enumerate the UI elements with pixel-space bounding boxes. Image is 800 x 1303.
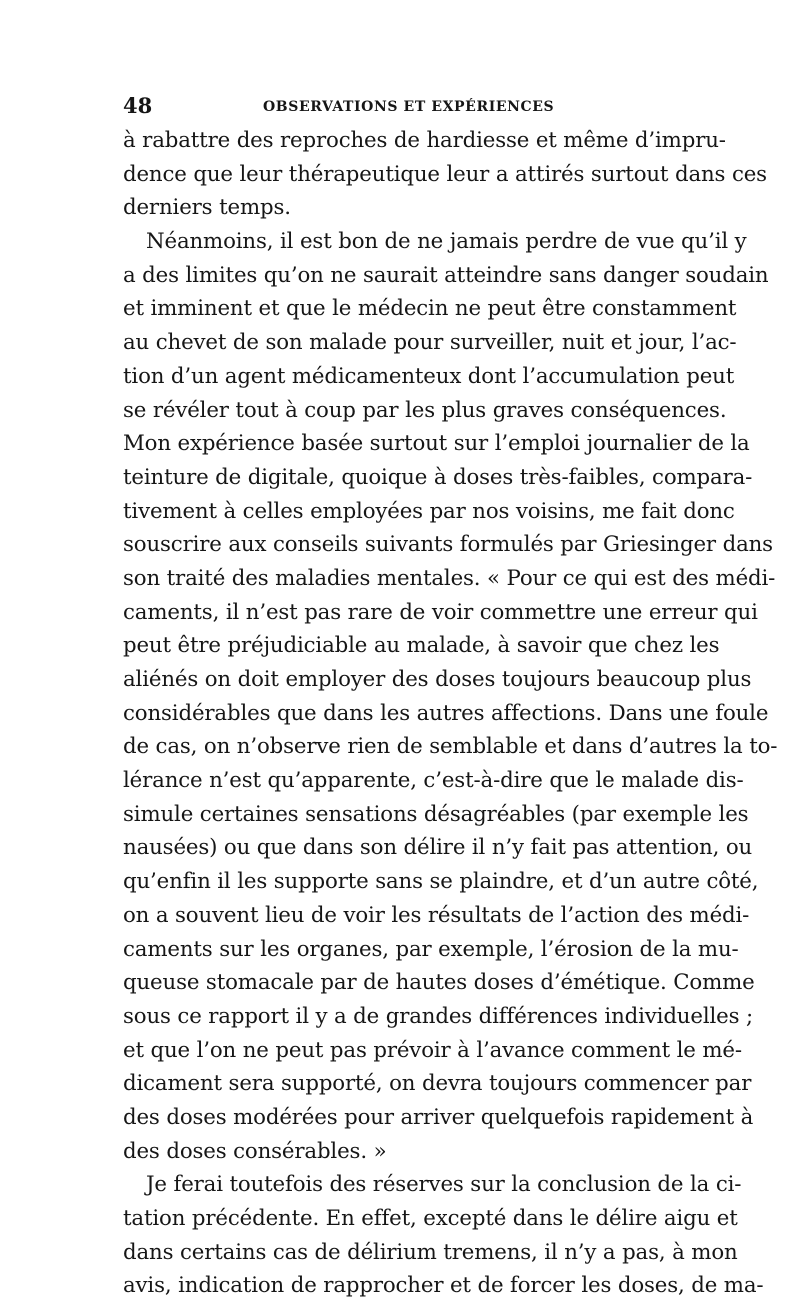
text-line: tivement à celles employées par nos voisins, me fait donc [123,498,735,524]
text-line: a des limites qu’on ne saurait atteindre sans danger soudain [123,262,769,288]
text-line: des doses modérées pour arriver quelquefois rapidement à [123,1104,754,1130]
text-line: se révéler tout à coup par les plus graves conséquences. [123,397,727,423]
text-line: dans certains cas de délirium tremens, il n’y a pas, à mon [123,1239,738,1265]
text-line: aliénés on doit employer des doses toujours beaucoup plus [123,667,752,692]
text-line: de cas, on n’observe rien de semblable et dans d’autres la to- [123,734,778,760]
text-line: avis, indication de rapprocher et de forcer les doses, de ma- [123,1273,764,1299]
text-line: tion d’un agent médicamenteux dont l’accumulation peut [123,363,735,389]
body-text [123,124,778,1303]
text-line: au chevet de son malade pour surveiller, nuit et jour, l’ac- [123,330,737,356]
text-line: tation précédente. En effet, excepté dans le délire aigu et [123,1206,738,1231]
text-line: dicament sera supporté, on devra toujours commencer par [123,1071,752,1097]
page-header [123,92,673,120]
text-line: nausées) ou que dans son délire il n’y fait pas attention, ou [123,835,753,861]
text-line: et que l’on ne peut pas prévoir à l’avance comment le mé- [123,1037,742,1063]
page-number: 48 [123,93,153,118]
text-line: Je ferai toutefois des réserves sur la conclusion de la ci- [146,1172,742,1198]
text-line: peut être préjudiciable au malade, à savoir que chez les [123,633,720,659]
text-line: et imminent et que le médecin ne peut être constamment [123,296,737,322]
text-line: queuse stomacale par de hautes doses d’émétique. Comme [123,970,755,996]
text-line: lérance n’est qu’apparente, c’est-à-dire que le malade dis- [123,768,744,794]
text-line: dence que leur thérapeutique leur a attirés surtout dans ces [123,161,767,187]
text-line: simule certaines sensations désagréables (par exemple les [123,801,749,827]
text-line: qu’enfin il les supporte sans se plaindre, et d’un autre côté, [123,869,759,895]
text-line: on a souvent lieu de voir les résultats de l’action des médi- [123,902,750,928]
text-line: son traité des maladies mentales. « Pour ce qui est des médi- [123,565,776,591]
text-line: à rabattre des reproches de hardiesse et même d’impru- [123,128,726,153]
text-line: teinture de digitale, quoique à doses très-faibles, compara- [123,464,753,490]
text-line: considérables que dans les autres affections. Dans une foule [123,700,769,726]
text-line: souscrire aux conseils suivants formulés par Griesinger dans [123,532,773,558]
text-line: sous ce rapport il y a de grandes différences individuelles ; [123,1003,754,1029]
text-line: Mon expérience basée surtout sur l’emploi journalier de la [123,431,750,457]
running-title: OBSERVATIONS ET EXPÉRIENCES [263,99,555,115]
text-line: caments, il n’est pas rare de voir commettre une erreur qui [123,599,758,625]
text-line: derniers temps. [123,195,291,221]
text-line: des doses consérables. » [123,1138,387,1164]
text-line: Néanmoins, il est bon de ne jamais perdre de vue qu’il y [146,229,747,255]
text-line: caments sur les organes, par exemple, l’érosion de la mu- [123,936,739,962]
